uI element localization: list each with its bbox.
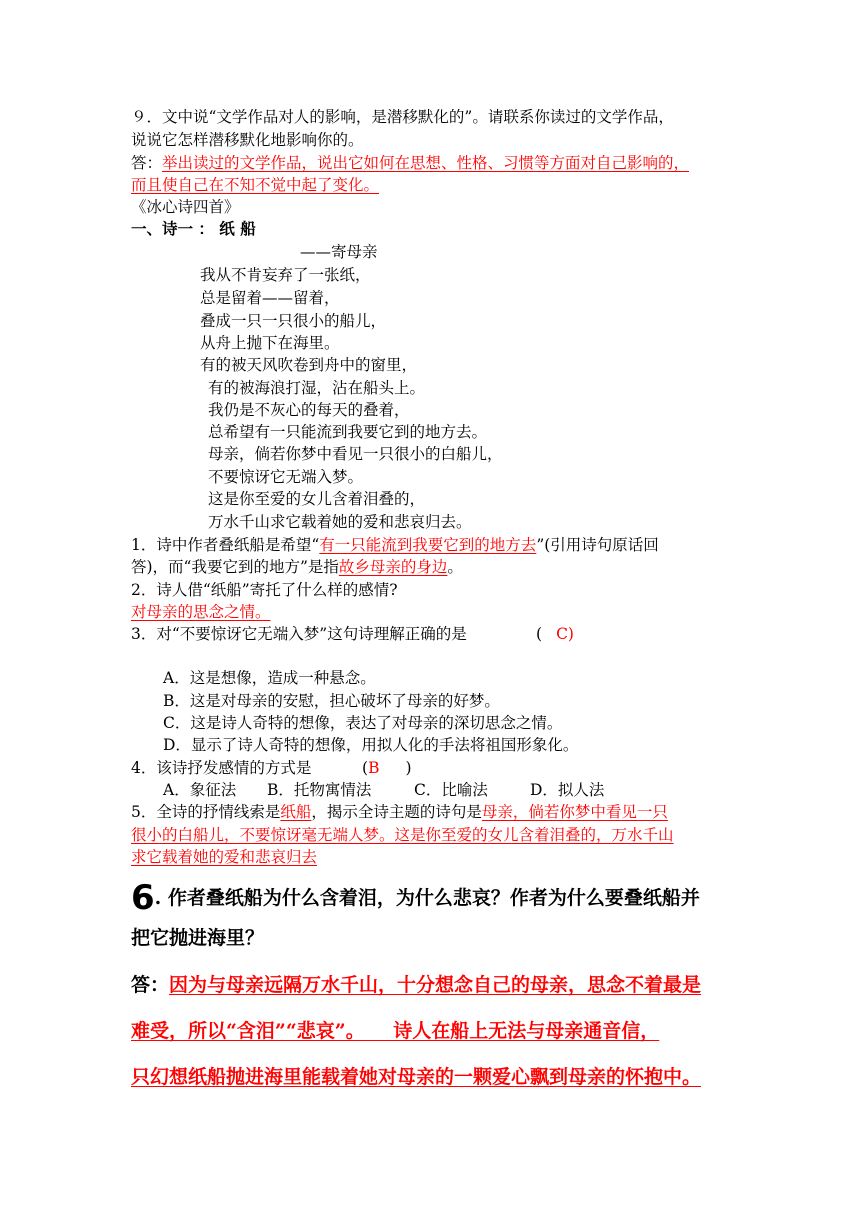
poem-line: 总希望有一只能流到我要它到的地方去。 [208,423,488,441]
q3-question [131,624,467,644]
paren: ( [362,759,369,777]
q6-answer: 因为与母亲远隔万水千山，十分想念自己的母亲，思念不着最是 [169,974,702,996]
section-title: 《冰心诗四首》 [131,198,240,216]
poem-line: 万水千山求它载着她的爱和悲哀归去。 [208,513,472,531]
q1-answer: 有一只能流到我要它到的地方去 [319,536,537,554]
q1-text: 答)，而“我要它到的地方”是指 [131,558,339,576]
q4-option: C．比喻法 [414,781,488,799]
q3-answer [536,624,574,644]
q6-line2: 把它抛进海里？ [131,927,265,949]
answer-label: 答： [131,974,170,996]
poem-line: 我从不肯妄弃了一张纸， [200,266,371,284]
q4-option: D．拟人法 [530,781,605,799]
poem-line: 我仍是不灰心的每天的叠着， [208,401,410,419]
q1-text: 1．诗中作者叠纸船是希望“ [131,536,320,554]
q1-text: 。 [447,558,463,576]
paren: ( [536,625,543,643]
q4-option: B．托物寓情法 [267,781,372,799]
q5-answer: 母亲，倘若你梦中看见一只 [481,803,668,821]
poem-line: 母亲，倘若你梦中看见一只很小的白船儿， [208,445,503,463]
q9-line2: 说说它怎样潜移默化地影响你的。 [131,131,364,149]
q3-text: 3．对“不要惊讶它无端入梦”这句诗理解正确的是 [131,625,467,643]
q1-answer: 故乡母亲的身边 [338,558,448,576]
q5-line1 [131,802,668,822]
q1-text: ”(引用诗句原话回 [536,536,659,554]
q9-line1: ９．文中说“文学作品对人的影响，是潜移默化的”。请联系你读过的文学作品， [131,108,674,126]
q4-option: A．象征法 [163,781,237,799]
poem-heading: 一、诗一 ： 纸 船 [131,219,256,238]
q6-answer-line2: 难受，所以“含泪”“悲哀”。 诗人在船上无法与母亲通音信， [131,1020,660,1042]
q9-answer-text: 举出读过的文学作品，说出它如何在思想、性格、习惯等方面对自己影响的， [162,154,690,172]
poem-line: 总是留着——留着， [200,289,340,307]
poem-line: 有的被海浪打湿，沾在船头上。 [208,379,426,397]
poem-line: 不要惊讶它无端入梦。 [208,468,364,486]
answer-label: 答： [131,154,163,172]
paren: ) [405,759,412,777]
poem-line: 这是你至爱的女儿含着泪叠的， [208,490,426,508]
q4-answer-letter: B [368,759,380,777]
q3-option: A．这是想像，造成一种悬念。 [163,669,376,687]
q6-answer-line3: 只幻想纸船抛进海里能载着她对母亲的一颗爱心飘到母亲的怀抱中。 [131,1066,702,1088]
q2-answer: 对母亲的思念之情。 [131,603,271,621]
q5-answer: 很小的白船儿，不要惊讶毫无端人梦。这是你至爱的女儿含着泪叠的，万水千山 [131,826,674,844]
q9-answer-line1 [131,153,689,173]
q9-answer-line2: 而且使自己在不知不觉中起了变化。 [131,176,380,194]
poem-line: 从舟上抛下在海里。 [200,334,340,352]
q3-option: C．这是诗人奇特的想像，表达了对母亲的深切思念之情。 [163,714,563,732]
q3-option: B．这是对母亲的安慰，担心破坏了母亲的好梦。 [163,692,500,710]
q1-line1 [131,535,659,555]
q4-question: 4．该诗抒发感情的方式是 [131,759,312,777]
q6-answer-line1 [131,972,701,998]
q6-number: 6 [131,878,155,918]
q5-answer: 求它载着她的爱和悲哀归去 [131,848,318,866]
poem-line: 叠成一只一只很小的船儿， [200,312,387,330]
q3-answer-letter: C) [556,625,574,643]
q5-answer: 纸船 [280,803,312,821]
poem-line: 有的被天风吹卷到舟中的窗里， [200,356,418,374]
q6-line1 [131,878,700,918]
q3-option: D．显示了诗人奇特的想像，用拟人化的手法将祖国形象化。 [163,736,579,754]
q2-question: 2．诗人借“纸船”寄托了什么样的感情? [131,581,398,599]
poem-dedication: ——寄母亲 [300,243,378,261]
q4-answer [362,758,412,778]
q5-text: 5．全诗的抒情线索是 [131,803,281,821]
q6-text: . 作者叠纸船为什么含着泪，为什么悲哀？作者为什么要叠纸船并 [154,887,700,909]
q5-text: ，揭示全诗主题的诗句是 [311,803,482,821]
q1-line2 [131,557,463,577]
